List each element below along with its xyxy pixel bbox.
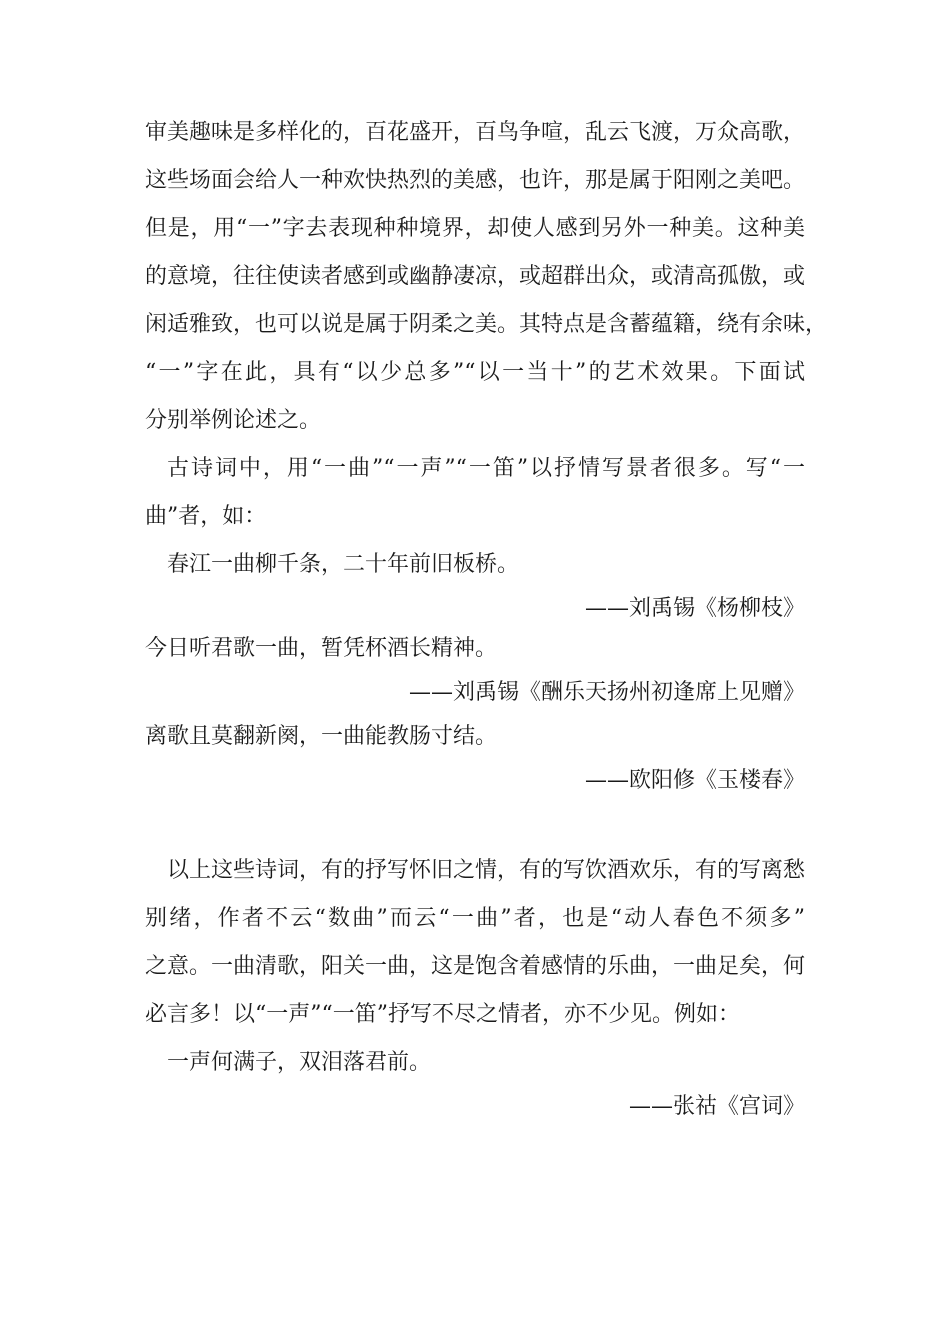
intro-paragraph bbox=[145, 118, 828, 435]
paragraph-line: 古诗词中，用“一曲”“一声”“一笛”以抒情写景者很多。写“一 bbox=[167, 456, 805, 481]
quote-source: ——欧阳修《玉楼春》 bbox=[584, 768, 805, 793]
paragraph-line: 但是，用“一”字去表现种种境界，却使人感到另外一种美。这种美 bbox=[145, 216, 805, 241]
paragraph-line: 之意。一曲清歌，阳关一曲，这是饱含着感情的乐曲，一曲足矣，何 bbox=[145, 954, 806, 979]
quote-line: 离歌且莫翻新阕，一曲能教肠寸结。 bbox=[145, 724, 498, 749]
paragraph-line: 分别举例论述之。 bbox=[145, 408, 322, 433]
paragraph-line: 审美趣味是多样化的，百花盛开，百鸟争喧，乱云飞渡，万众高歌， bbox=[145, 120, 806, 145]
paragraph-line: “一”字在此，具有“以少总多”“以一当十”的艺术效果。下面试 bbox=[145, 360, 805, 385]
paragraph-line: 以上这些诗词，有的抒写怀旧之情，有的写饮酒欢乐，有的写离愁 bbox=[167, 858, 806, 883]
quote-block-yisheng bbox=[145, 1048, 805, 1121]
quote-source: ——张祜《宫词》 bbox=[628, 1094, 805, 1119]
quote-line: 春江一曲柳千条，二十年前旧板桥。 bbox=[167, 552, 520, 577]
paragraph-line: 别绪，作者不云“数曲”而云“一曲”者，也是“动人春色不须多” bbox=[145, 906, 805, 931]
yiqu-paragraph bbox=[145, 454, 805, 531]
paragraph-line: 曲”者，如： bbox=[145, 504, 267, 529]
summary-paragraph bbox=[145, 856, 805, 1029]
quote-line: 一声何满子，双泪落君前。 bbox=[167, 1050, 432, 1075]
paragraph-line: 必言多！以“一声”“一笛”抒写不尽之情者，亦不少见。例如： bbox=[145, 1002, 740, 1027]
paragraph-line: 的意境，往往使读者感到或幽静凄凉，或超群出众，或清高孤傲，或 bbox=[145, 264, 806, 289]
quote-source: ——刘禹锡《酬乐天扬州初逢席上见赠》 bbox=[408, 680, 805, 705]
paragraph-line: 闲适雅致，也可以说是属于阴柔之美。其特点是含蓄蕴籍，绕有余味， bbox=[145, 312, 828, 337]
paragraph-line: 这些场面会给人一种欢快热烈的美感，也许，那是属于阳刚之美吧。 bbox=[145, 168, 806, 193]
document-page bbox=[145, 118, 828, 1121]
quote-block-yiqu bbox=[145, 550, 805, 795]
quote-source: ——刘禹锡《杨柳枝》 bbox=[584, 596, 805, 621]
quote-line: 今日听君歌一曲，暂凭杯酒长精神。 bbox=[145, 636, 498, 661]
